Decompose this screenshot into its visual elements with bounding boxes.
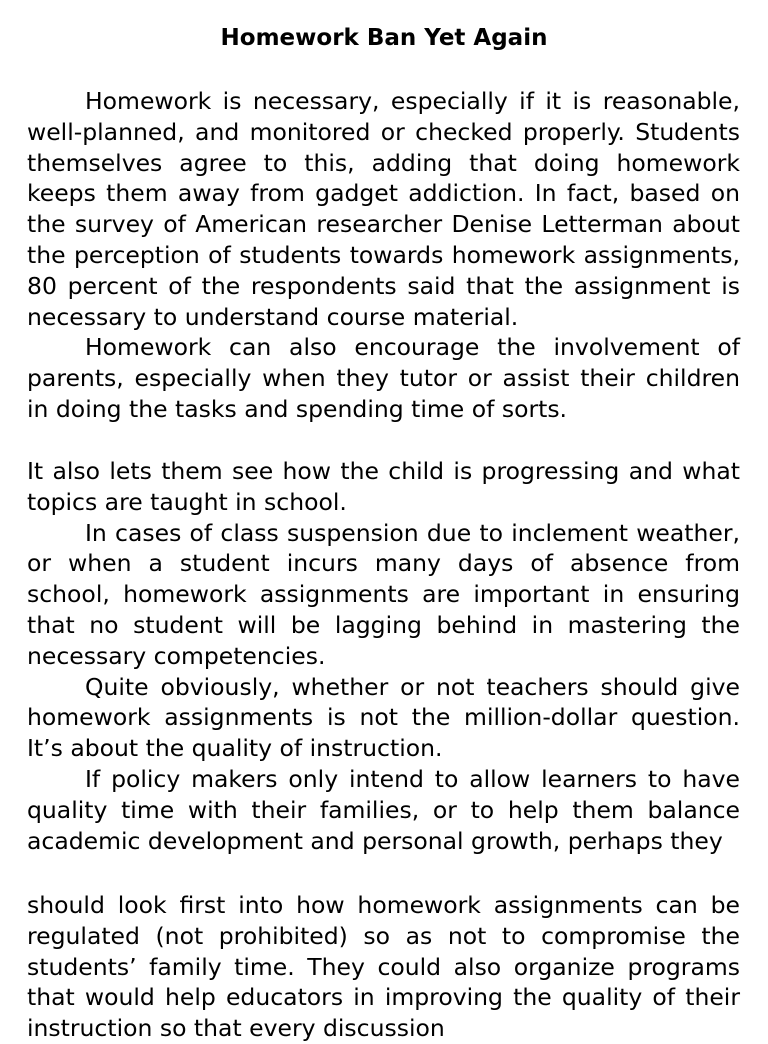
paragraph-5-continued: should look first into how homework assignments can be regulated (not prohibited) so as not to compromise the students’ family time. They could also organize programs that would help educators in improving the quality of their instruction so that every discussion xyxy=(27,891,740,1043)
paragraph-4: Quite obviously, whether or not teachers should give homework assignments is not the million-dollar question. It’s about the quality of instruction. xyxy=(27,672,740,763)
page-title: Homework Ban Yet Again xyxy=(220,25,548,51)
text-block-3 xyxy=(27,890,740,1043)
paragraph-5: If policy makers only intend to allow learners to have quality time with their families, or to help them balance academic development and personal growth, perhaps they xyxy=(27,764,740,855)
paragraph-2-continued: It also lets them see how the child is progressing and what topics are taught in school. xyxy=(27,457,740,516)
paragraph-1: Homework is necessary, especially if it is reasonable, well-planned, and monitored or checked properly. Students themselves agree to this, adding that doing homework keeps them away from gadget addiction. In fact, based on the survey of American researcher Denise Letterman about the perception of students towards homework assignments, 80 percent of the respondents said that the assignment is necessary to understand course material. xyxy=(27,87,740,331)
text-block-2 xyxy=(27,456,740,864)
paragraph-3: In cases of class suspension due to inclement weather, or when a student incurs many days of absence from school, homework assignments are important in ensuring that no student will be lagging behind in mastering the necessary competencies. xyxy=(27,518,740,670)
text-block-1 xyxy=(27,86,740,432)
paragraph-2: Homework can also encourage the involvement of parents, especially when they tutor or assist their children in doing the tasks and spending time of sorts. xyxy=(27,333,740,423)
